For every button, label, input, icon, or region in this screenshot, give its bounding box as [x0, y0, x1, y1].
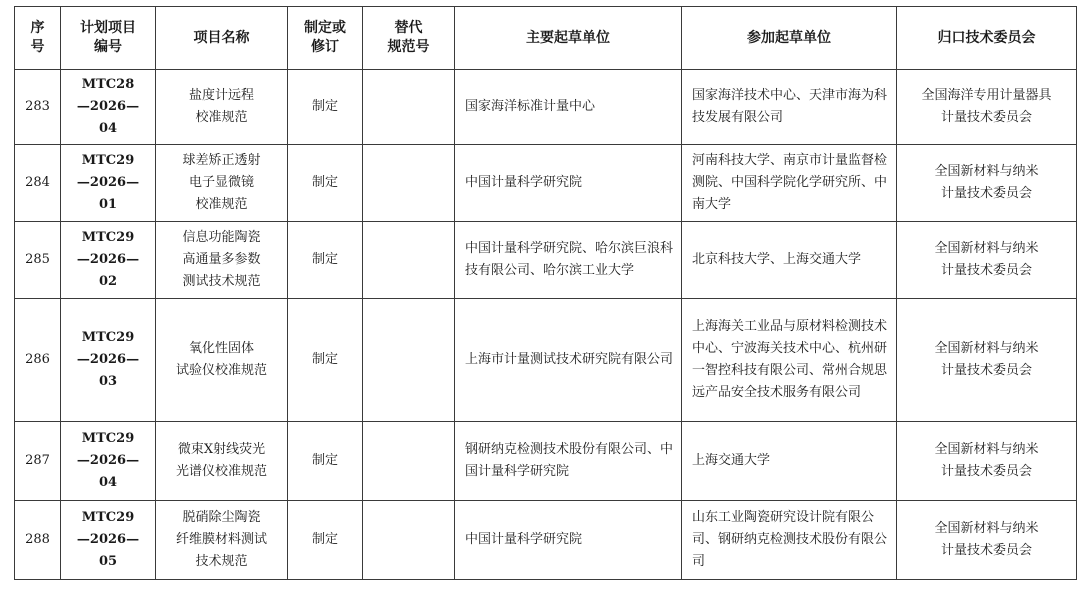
- cell-replace: [363, 70, 455, 145]
- cell-project-name: 氧化性固体 试验仪校准规范: [156, 299, 288, 422]
- cell-project-name: 微束X射线荧光 光谱仪校准规范: [156, 422, 288, 501]
- cell-replace: [363, 145, 455, 222]
- cell-project-name: 脱硝除尘陶瓷 纤维膜材料测试 技术规范: [156, 501, 288, 580]
- cell-plan-code: MTC28 —2026— 04: [61, 70, 156, 145]
- cell-seq: 284: [15, 145, 61, 222]
- cell-seq: 287: [15, 422, 61, 501]
- project-plan-table-sheet: [14, 6, 1076, 580]
- cell-type: 制定: [288, 422, 363, 501]
- header-seq: 序 号: [15, 7, 61, 70]
- cell-plan-code: MTC29 —2026— 01: [61, 145, 156, 222]
- cell-project-name: 信息功能陶瓷 高通量多参数 测试技术规范: [156, 222, 288, 299]
- cell-seq: 285: [15, 222, 61, 299]
- cell-main-unit: 中国计量科学研究院: [455, 145, 682, 222]
- header-type: 制定或 修订: [288, 7, 363, 70]
- cell-replace: [363, 299, 455, 422]
- cell-committee: 全国新材料与纳米 计量技术委员会: [897, 222, 1077, 299]
- cell-committee: 全国海洋专用计量器具 计量技术委员会: [897, 70, 1077, 145]
- cell-replace: [363, 422, 455, 501]
- cell-main-unit: 上海市计量测试技术研究院有限公司: [455, 299, 682, 422]
- cell-seq: 286: [15, 299, 61, 422]
- header-project-name: 项目名称: [156, 7, 288, 70]
- cell-type: 制定: [288, 222, 363, 299]
- cell-plan-code: MTC29 —2026— 03: [61, 299, 156, 422]
- header-plan-code: 计划项目 编号: [61, 7, 156, 70]
- cell-seq: 288: [15, 501, 61, 580]
- header-committee: 归口技术委员会: [897, 7, 1077, 70]
- cell-plan-code: MTC29 —2026— 02: [61, 222, 156, 299]
- table-row: [15, 222, 1077, 299]
- project-plan-table: [14, 6, 1077, 580]
- cell-participants: 北京科技大学、上海交通大学: [682, 222, 897, 299]
- table-header-row: [15, 7, 1077, 70]
- cell-main-unit: 中国计量科学研究院: [455, 501, 682, 580]
- header-participants: 参加起草单位: [682, 7, 897, 70]
- cell-type: 制定: [288, 501, 363, 580]
- cell-participants: 上海交通大学: [682, 422, 897, 501]
- cell-type: 制定: [288, 299, 363, 422]
- cell-plan-code: MTC29 —2026— 05: [61, 501, 156, 580]
- cell-committee: 全国新材料与纳米 计量技术委员会: [897, 299, 1077, 422]
- cell-type: 制定: [288, 70, 363, 145]
- table-row: [15, 501, 1077, 580]
- cell-committee: 全国新材料与纳米 计量技术委员会: [897, 422, 1077, 501]
- cell-project-name: 球差矫正透射 电子显微镜 校准规范: [156, 145, 288, 222]
- table-row: [15, 422, 1077, 501]
- table-row: [15, 299, 1077, 422]
- cell-main-unit: 国家海洋标准计量中心: [455, 70, 682, 145]
- cell-main-unit: 钢研纳克检测技术股份有限公司、中国计量科学研究院: [455, 422, 682, 501]
- cell-participants: 国家海洋技术中心、天津市海为科技发展有限公司: [682, 70, 897, 145]
- cell-participants: 上海海关工业品与原材料检测技术中心、宁波海关技术中心、杭州研一智控科技有限公司、常州合规思远产品安全技术服务有限公司: [682, 299, 897, 422]
- table-row: [15, 145, 1077, 222]
- header-replace: 替代 规范号: [363, 7, 455, 70]
- cell-plan-code: MTC29 —2026— 04: [61, 422, 156, 501]
- cell-main-unit: 中国计量科学研究院、哈尔滨巨浪科技有限公司、哈尔滨工业大学: [455, 222, 682, 299]
- cell-participants: 山东工业陶瓷研究设计院有限公司、钢研纳克检测技术股份有限公司: [682, 501, 897, 580]
- header-main-unit: 主要起草单位: [455, 7, 682, 70]
- cell-replace: [363, 222, 455, 299]
- cell-project-name: 盐度计远程 校准规范: [156, 70, 288, 145]
- cell-committee: 全国新材料与纳米 计量技术委员会: [897, 501, 1077, 580]
- cell-participants: 河南科技大学、南京市计量监督检测院、中国科学院化学研究所、中南大学: [682, 145, 897, 222]
- table-row: [15, 70, 1077, 145]
- cell-type: 制定: [288, 145, 363, 222]
- cell-committee: 全国新材料与纳米 计量技术委员会: [897, 145, 1077, 222]
- cell-seq: 283: [15, 70, 61, 145]
- cell-replace: [363, 501, 455, 580]
